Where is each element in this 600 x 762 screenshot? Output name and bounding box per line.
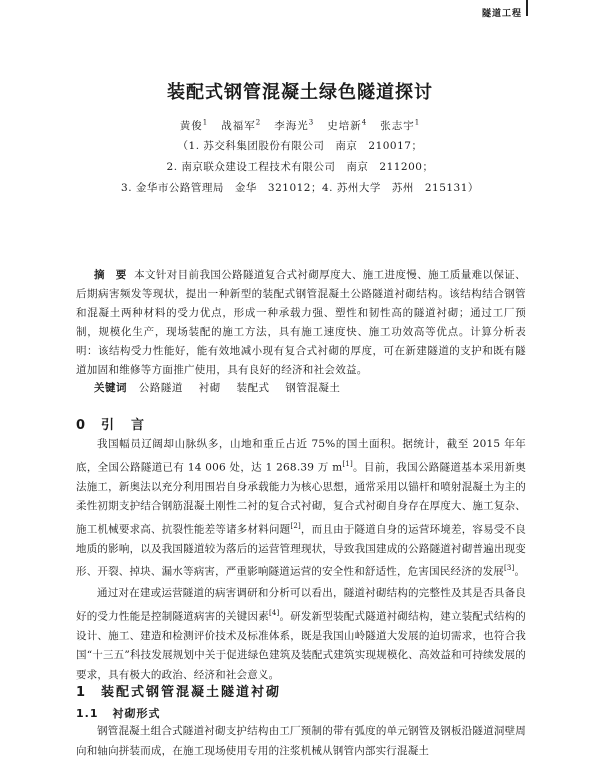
citation: [4]	[268, 608, 280, 617]
affiliation-line: 3. 金华市公路管理局 金华 321012；4. 苏州大学 苏州 215131）	[121, 182, 479, 194]
author-list	[0, 118, 600, 133]
keywords	[94, 380, 352, 395]
subsection-heading-lining-form: 1.1 衬砌形式	[76, 707, 161, 720]
running-head: 隧道工程	[481, 9, 522, 19]
section-heading-introduction: 0 引 言	[76, 418, 147, 433]
abstract	[76, 266, 526, 380]
affiliation-line: （1. 苏交科集团股份有限公司 南京 210017；	[177, 140, 423, 152]
affiliation-line: 2. 南京联众建设工程技术有限公司 南京 211200；	[166, 161, 434, 173]
body-paragraph: 通过对在建或运营隧道的病害调研和分析可以看出，隧道衬砌结构的完整性及其是否具备良好的受力性能是控制隧道病害的关键因素[4]。研发新型装配式隧道衬砌结构，建立装配式结构的设计、施工、建造和检测评价技术及标准体系，既是我国山岭隧道大发展的迫切需求，也符合我国“十三五”科技发展规划中关于促进绿色建筑及装配式建筑实现规模化、高效益和可持续发展的要求，具有极大的政治、经济和社会意义。	[76, 587, 526, 681]
running-head-rule	[526, 0, 528, 16]
citation: [1]	[342, 459, 353, 468]
abstract-label: 摘 要	[94, 269, 127, 281]
keyword: 公路隧道	[138, 382, 183, 394]
citation: [2]	[290, 521, 301, 530]
keywords-label: 关键词	[94, 382, 127, 394]
author: 黄俊$^1$	[179, 118, 209, 132]
section-heading-lining: 1 装配式钢管混凝土隧道衬砌	[76, 685, 282, 700]
author: 张志宇$^1$	[380, 118, 421, 132]
abstract-text: 本文针对目前我国公路隧道复合式衬砌厚度大、施工进度慢、施工质量难以保证、后期病害频发等现状，提出一种新型的装配式钢管混凝土公路隧道衬砌结构。该结构结合钢管和混凝土两种材料的受力优点，形成一种承载力强、塑性和韧性高的隧道衬砌；通过工厂预制，规模化生产，现场装配的施工方法，具有施工速度快、施工功效高等优点。计算分析表明：该结构受力性能好，能有效地减小现有复合式衬砌的厚度，可在新建隧道的支护和既有隧道加固和维修等方面推广使用，具有良好的经济和社会效益。	[76, 269, 526, 376]
keyword: 衬砌	[198, 382, 221, 394]
author: 史培新$^4$	[327, 118, 368, 132]
author: 战福军$^2$	[221, 118, 262, 132]
body-paragraph: 我国幅员辽阔却山脉纵多，山地和重丘占近 75%的国土面积。据统计，截至 2015 年年底，全国公路隧道已有 14 006 处，达 1 268.39 万 m[1]。目前，我国公路隧道基本采用新奥法施工，新奥法以充分利用围岩自身承载能力为核心思想，通常采用以锚杆和喷射混凝土为主的柔性初期支护结合钢筋混凝土刚性二衬的复合式衬砌，复合式衬砌自身存在厚度大、施工复杂、施工机械要求高、抗裂性能差等诸多材料问题[2]，而且由于隧道自身的运营环境差，容易受不良地质的影响，以及我国隧道较为落后的运营管理现状，导致我国建成的公路隧道衬砌普遍出现变形、开裂、掉块、漏水等病害，严重影响隧道运营的安全性和舒适性，危害国民经济的发展[3]。	[76, 438, 527, 578]
body-paragraph: 钢管混凝土组合式隧道衬砌支护结构由工厂预制的带有弧度的单元钢管及钢板沿隧道洞壁周向和轴向拼装而成，在施工现场使用专用的注浆机械从钢管内部实行混凝土	[76, 725, 526, 757]
author: 李海光$^3$	[274, 118, 315, 132]
paper-title: 装配式钢管混凝土绿色隧道探讨	[167, 82, 433, 103]
keyword: 钢管混凝土	[285, 382, 341, 394]
keyword: 装配式	[236, 382, 270, 394]
citation: [3]	[504, 564, 515, 572]
